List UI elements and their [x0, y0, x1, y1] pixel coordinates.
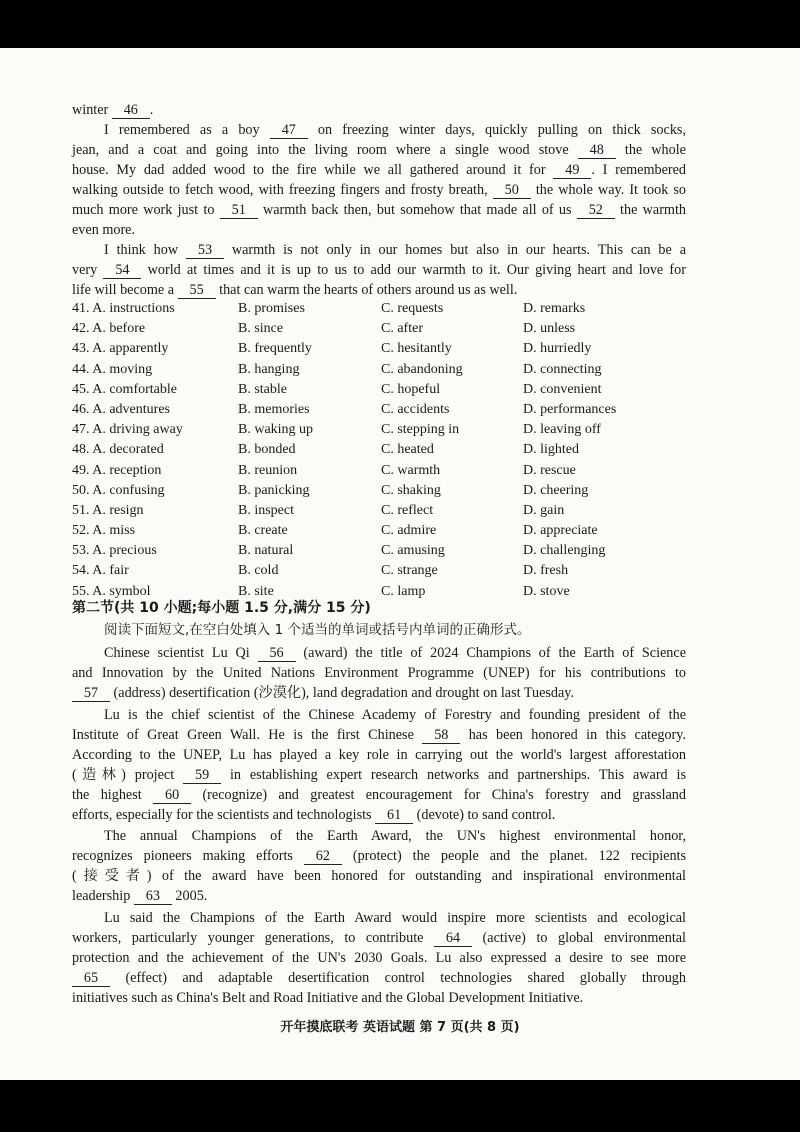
question-row-49	[72, 461, 692, 481]
answer-blank-65: 65	[72, 970, 110, 987]
question-row-53	[72, 541, 692, 561]
answer-blank-49: 49	[553, 162, 591, 179]
answer-blank-64: 64	[434, 930, 472, 947]
option-c: C. hesitantly	[381, 341, 452, 357]
answer-blank-46: 46	[112, 102, 150, 119]
option-b: B. panicking	[238, 482, 310, 498]
passage2-line: 65 (effect) and adaptable desertification control technologies shared globally through	[72, 968, 686, 988]
option-d: D. lighted	[523, 442, 579, 458]
passage2-line: (造林) project 59 in establishing expert research networks and partnerships. This award is	[72, 767, 686, 783]
answer-blank-55: 55	[178, 282, 216, 299]
option-b: B. bonded	[238, 442, 296, 458]
passage2-line: and Innovation by the United Nations Environment Programme (UNEP) for his contributions to	[72, 665, 686, 681]
answer-blank-61: 61	[375, 807, 413, 824]
option-c: C. hopeful	[381, 381, 441, 397]
scan-border-top	[0, 0, 800, 48]
answer-blank-50: 50	[493, 182, 531, 199]
multiple-choice-options	[72, 299, 692, 602]
option-a: 54. A. fair	[72, 563, 129, 579]
answer-blank-51: 51	[220, 202, 258, 219]
scan-border-bottom	[0, 1080, 800, 1132]
answer-blank-56: 56	[258, 645, 296, 662]
option-b: B. cold	[238, 563, 279, 579]
option-d: D. challenging	[523, 543, 606, 559]
option-b: B. since	[238, 321, 284, 337]
passage2-line: The annual Champions of the Earth Award, the UN's highest environmental honor,	[104, 828, 686, 844]
answer-blank-53: 53	[186, 242, 224, 259]
answer-blank-48: 48	[578, 142, 616, 159]
option-c: C. heated	[381, 442, 434, 458]
question-row-45	[72, 380, 692, 400]
passage1-line: I remembered as a boy 47 on freezing winter days, quickly pulling on thick socks,	[104, 122, 686, 138]
option-c: C. amusing	[381, 543, 445, 559]
option-c: C. warmth	[381, 462, 441, 478]
passage1-line: walking outside to fetch wood, with freezing fingers and frosty breath, 50 the whole way. It took so	[72, 182, 686, 198]
passage1-line: even more.	[72, 222, 136, 238]
option-a: 52. A. miss	[72, 523, 136, 539]
option-a: 48. A. decorated	[72, 442, 164, 458]
option-c: C. after	[381, 321, 423, 337]
option-a: 47. A. driving away	[72, 422, 183, 438]
passage2-line: protection and the achievement of the UN's 2030 Goals. Lu also expressed a desire to see more	[72, 950, 686, 966]
option-b: B. waking up	[238, 422, 314, 438]
passage2-line: leadership 63 2005.	[72, 888, 208, 904]
question-row-48	[72, 440, 692, 460]
passage2-line: initiatives such as China's Belt and Road Initiative and the Global Development Initiative.	[72, 990, 584, 1006]
option-b: B. site	[238, 583, 274, 599]
option-a: 46. A. adventures	[72, 401, 170, 417]
option-d: D. fresh	[523, 563, 569, 579]
option-b: B. inspect	[238, 502, 294, 518]
question-row-41	[72, 299, 692, 319]
option-b: B. hanging	[238, 361, 300, 377]
answer-blank-62: 62	[304, 848, 342, 865]
question-row-47	[72, 420, 692, 440]
answer-blank-47: 47	[270, 122, 308, 139]
passage2-line: the highest 60 (recognize) and greatest encouragement for China's forestry and grassland	[72, 787, 686, 803]
passage2-line: According to the UNEP, Lu has played a key role in carrying out the world's largest afforestation	[72, 747, 686, 763]
passage2-line: recognizes pioneers making efforts 62 (protect) the people and the planet. 122 recipients	[72, 848, 687, 864]
answer-blank-59: 59	[183, 767, 221, 784]
option-d: D. cheering	[523, 482, 589, 498]
passage2-line: efforts, especially for the scientists and technologists 61 (devote) to sand control.	[72, 807, 556, 823]
answer-blank-52: 52	[577, 202, 615, 219]
option-b: B. reunion	[238, 462, 298, 478]
option-c: C. admire	[381, 523, 437, 539]
passage1-line: much more work just to 51 warmth back then, but somehow that made all of us 52 the warmth	[72, 202, 686, 218]
question-row-52	[72, 521, 692, 541]
passage2-line: (接受者) of the award have been honored for outstanding and inspirational environmental	[72, 868, 686, 884]
option-a: 49. A. reception	[72, 462, 162, 478]
option-c: C. reflect	[381, 502, 434, 518]
option-c: C. abandoning	[381, 361, 463, 377]
section-instruction: 阅读下面短文,在空白处填入 1 个适当的单词或括号内单词的正确形式。	[104, 622, 531, 638]
question-row-50	[72, 481, 692, 501]
option-d: D. rescue	[523, 462, 576, 478]
option-b: B. create	[238, 523, 288, 539]
option-b: B. memories	[238, 401, 310, 417]
option-d: D. leaving off	[523, 422, 601, 438]
option-b: B. stable	[238, 381, 287, 397]
passage2-line: Chinese scientist Lu Qi 56 (award) the title of 2024 Champions of the Earth of Science	[104, 645, 687, 661]
answer-blank-58: 58	[422, 727, 460, 744]
passage1-line: jean, and a coat and going into the living room where a single wood stove 48 the whole	[72, 142, 686, 158]
option-a: 44. A. moving	[72, 361, 153, 377]
option-d: D. unless	[523, 321, 576, 337]
option-a: 53. A. precious	[72, 543, 157, 559]
passage1-line: winter 46 .	[72, 102, 154, 118]
option-d: D. hurriedly	[523, 341, 592, 357]
passage2-line: 57 (address) desertification (沙漠化), land degradation and drought on last Tuesday.	[72, 683, 686, 703]
passage1-line: I think how 53 warmth is not only in our homes but also in our hearts. This can be a	[104, 242, 686, 258]
passage1-line: house. My dad added wood to the fire while we all gathered around it for 49 . I remembered	[72, 162, 686, 178]
question-row-44	[72, 360, 692, 380]
option-a: 51. A. resign	[72, 502, 144, 518]
option-a: 50. A. confusing	[72, 482, 165, 498]
option-d: D. performances	[523, 401, 617, 417]
answer-blank-57: 57	[72, 685, 110, 702]
answer-blank-63: 63	[134, 888, 172, 905]
option-c: C. shaking	[381, 482, 441, 498]
option-c: C. requests	[381, 301, 444, 316]
option-c: C. accidents	[381, 401, 450, 417]
page-footer: 开年摸底联考 英语试题 第 7 页(共 8 页)	[280, 1020, 520, 1035]
option-d: D. remarks	[523, 301, 586, 316]
option-a: 42. A. before	[72, 321, 146, 337]
exam-page	[0, 48, 800, 1080]
passage2-line: Institute of Great Green Wall. He is the first Chinese 58 has been honored in this category.	[72, 727, 686, 743]
question-row-54	[72, 561, 692, 581]
passage2-line: Lu said the Champions of the Earth Award would inspire more scientists and ecological	[104, 910, 686, 926]
question-row-43	[72, 339, 692, 359]
question-row-42	[72, 319, 692, 339]
section-heading: 第二节(共 10 小题;每小题 1.5 分,满分 15 分)	[72, 600, 371, 616]
question-row-51	[72, 501, 692, 521]
option-d: D. appreciate	[523, 523, 598, 539]
option-d: D. gain	[523, 502, 565, 518]
passage2-line: workers, particularly younger generations, to contribute 64 (active) to global environmental	[72, 930, 687, 946]
option-a: 45. A. comfortable	[72, 381, 177, 397]
option-a: 43. A. apparently	[72, 341, 169, 357]
answer-blank-60: 60	[153, 787, 191, 804]
option-a: 55. A. symbol	[72, 583, 151, 599]
option-c: C. strange	[381, 563, 438, 579]
passage2-line: Lu is the chief scientist of the Chinese Academy of Forestry and founding president of the	[104, 707, 686, 723]
option-d: D. convenient	[523, 381, 602, 397]
option-c: C. lamp	[381, 583, 426, 599]
option-b: B. frequently	[238, 341, 312, 357]
option-a: 41. A. instructions	[72, 301, 175, 316]
passage1-line: life will become a 55 that can warm the hearts of others around us as well.	[72, 282, 518, 298]
answer-blank-54: 54	[103, 262, 141, 279]
option-d: D. stove	[523, 583, 570, 599]
option-b: B. promises	[238, 301, 305, 316]
option-c: C. stepping in	[381, 422, 460, 438]
passage1-line: very 54 world at times and it is up to us to add our warmth to it. Our giving heart and love for	[72, 262, 686, 278]
option-d: D. connecting	[523, 361, 602, 377]
question-row-46	[72, 400, 692, 420]
option-b: B. natural	[238, 543, 294, 559]
